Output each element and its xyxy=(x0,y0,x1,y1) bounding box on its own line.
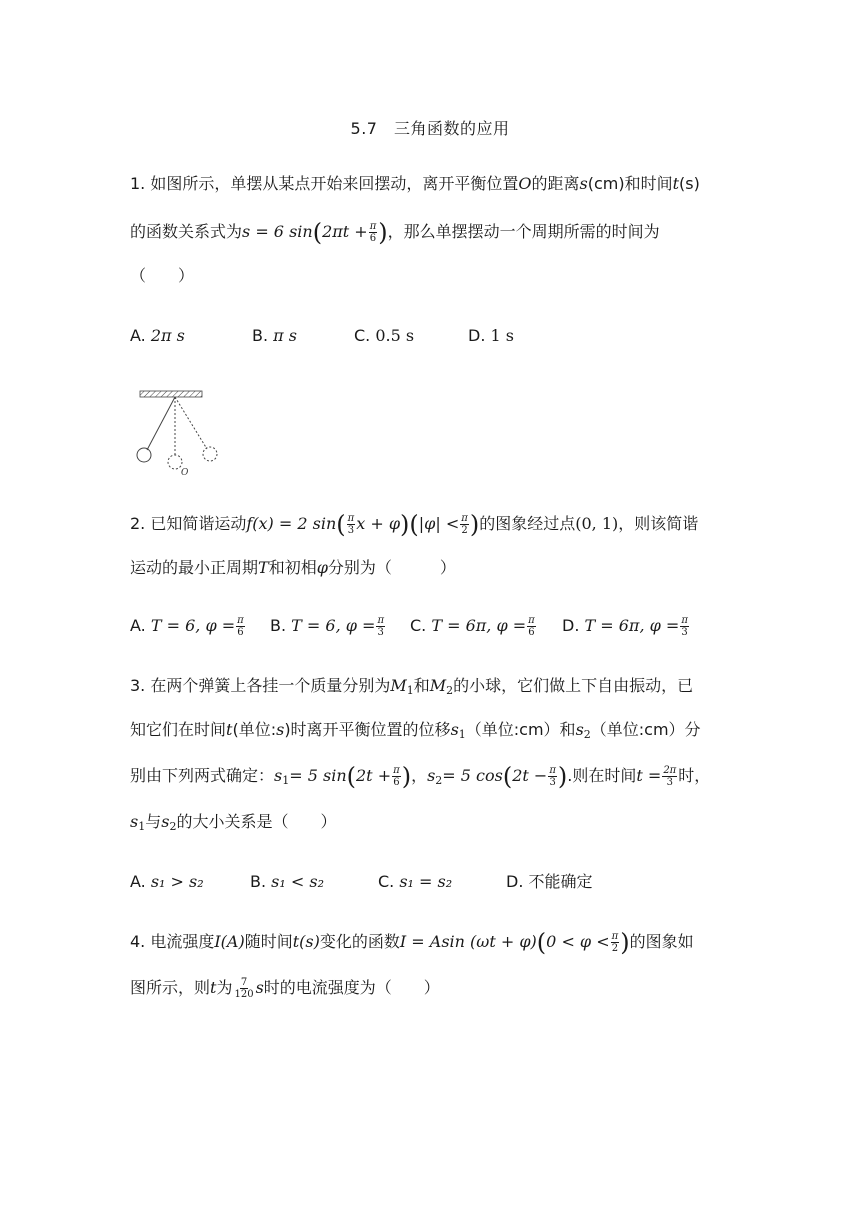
q3-text: 时， xyxy=(678,766,711,785)
q3-var-s2: s xyxy=(161,812,170,831)
q1-var-t: t xyxy=(672,174,680,193)
q2-text: ，则该简谐 xyxy=(618,514,699,533)
ceiling-mount xyxy=(140,391,202,397)
q1-line-1 xyxy=(130,172,730,196)
option-value: s₁ > s₂ xyxy=(150,872,204,891)
q2-formula: f(x) = 2 sin xyxy=(246,514,337,533)
q4-var-s: s xyxy=(255,978,264,997)
q4-text: 随时间 xyxy=(244,932,293,951)
q4-text: 为 xyxy=(216,978,233,997)
q3-text: )时离开平衡位置的位移 xyxy=(284,720,451,739)
q1-formula: s = 6 sin xyxy=(242,222,313,241)
q4-text: 4. 电流强度 xyxy=(130,932,215,951)
q4-var-t: t xyxy=(210,978,217,997)
option-value: s₁ < s₂ xyxy=(271,872,324,891)
option-label: D. xyxy=(468,326,491,345)
q1-line-2 xyxy=(130,218,730,247)
pendulum-string xyxy=(147,397,175,450)
q3-var-s1: s xyxy=(274,766,283,785)
q1-var-o: O xyxy=(518,174,532,193)
q4-var-t: t(s) xyxy=(292,932,320,951)
denominator: 3 xyxy=(666,777,673,788)
q2-option-c[interactable] xyxy=(410,614,537,638)
paren-open: ( xyxy=(409,510,419,539)
q2-option-d[interactable] xyxy=(562,614,690,638)
q1-formula-inner: 2πt + xyxy=(322,222,368,241)
q4-line-2 xyxy=(130,976,730,1000)
paren-open: ( xyxy=(346,762,356,791)
numerator: π xyxy=(377,615,385,626)
option-label: B. xyxy=(250,872,272,891)
q1-option-b[interactable] xyxy=(252,324,297,348)
q1-line-3: （ ） xyxy=(130,266,195,285)
q2-option-b[interactable] xyxy=(270,614,386,638)
option-value: T = 6π, φ = xyxy=(584,616,680,635)
option-value: 0.5 s xyxy=(375,326,415,345)
q3-var-t: t = xyxy=(636,766,662,785)
q2-formula-inner: x + φ xyxy=(356,514,401,533)
q3-line-4 xyxy=(130,810,730,839)
q3-text: （单位:cm）分 xyxy=(590,720,701,739)
q4-line-1 xyxy=(130,928,730,957)
option-value: T = 6, φ = xyxy=(150,616,236,635)
q3-var-m2: M xyxy=(429,676,447,695)
option-label: C. xyxy=(378,872,400,891)
denominator: 6 xyxy=(369,233,377,244)
denominator: 2 xyxy=(461,525,468,536)
q3-fraction xyxy=(548,765,557,788)
paren-close: ) xyxy=(557,762,568,791)
q3-line-1 xyxy=(130,674,730,703)
option-label: C. xyxy=(354,326,376,345)
q3-time-fraction xyxy=(662,765,677,788)
paren-close: ) xyxy=(401,762,412,791)
page-title: 5.7 三角函数的应用 xyxy=(350,119,510,138)
q2-var-phi: φ xyxy=(316,558,328,577)
option-value: 1 s xyxy=(490,326,514,345)
option-label: D. xyxy=(506,872,529,891)
numerator: π xyxy=(528,615,535,626)
numerator: π xyxy=(369,221,377,232)
option-value: T = 6π, φ = xyxy=(431,616,527,635)
denominator: 2 xyxy=(611,943,619,954)
paren-open: ( xyxy=(502,762,513,791)
numerator: π xyxy=(237,615,244,626)
q2-option-a[interactable] xyxy=(130,614,246,638)
numerator: π xyxy=(393,765,400,776)
q4-var-i: I(A) xyxy=(214,932,245,951)
paren-close: ) xyxy=(378,218,388,247)
q2-fraction xyxy=(460,513,469,536)
q3-text: ， xyxy=(411,766,428,785)
q2-text: 和初相 xyxy=(268,558,317,577)
option-fraction xyxy=(680,615,689,638)
paren-open: ( xyxy=(312,218,323,247)
numerator: π xyxy=(347,513,355,524)
denominator: 6 xyxy=(237,627,244,638)
paren-close: ) xyxy=(620,928,630,957)
q1-option-a[interactable] xyxy=(130,324,185,348)
q3-var-s1: s xyxy=(450,720,459,739)
swing-bob xyxy=(203,447,217,461)
denominator: 3 xyxy=(549,777,556,788)
denominator: 6 xyxy=(393,777,400,788)
q3-text: (单位: xyxy=(232,720,277,739)
q3-var-s2: s xyxy=(427,766,436,785)
q3-formula: = 5 sin xyxy=(289,766,347,785)
q2-text: 2. 已知简谐运动 xyxy=(130,514,247,533)
q3-option-a[interactable] xyxy=(130,870,204,894)
q3-option-d[interactable] xyxy=(506,870,593,894)
option-value: 2π s xyxy=(150,326,185,345)
q3-text: 与 xyxy=(145,812,162,831)
numerator: π xyxy=(611,931,619,942)
q2-fraction xyxy=(347,513,356,536)
q3-var-t: t xyxy=(226,720,233,739)
q3-line-2 xyxy=(130,718,730,747)
q3-var-s: s xyxy=(276,720,285,739)
option-label: A. xyxy=(130,872,151,891)
option-label: B. xyxy=(270,616,292,635)
swing-string xyxy=(175,397,207,449)
q1-text: (s) xyxy=(679,174,700,193)
option-fraction xyxy=(376,615,385,638)
subscript: 1 xyxy=(406,684,414,697)
subscript: 2 xyxy=(169,820,177,833)
numerator: π xyxy=(461,513,468,524)
q4-condition: 0 < φ < xyxy=(546,932,610,951)
numerator: 7 xyxy=(240,977,248,988)
option-value: T = 6, φ = xyxy=(291,616,376,635)
q1-text: (cm)和时间 xyxy=(587,174,673,193)
paren-close: ) xyxy=(469,510,480,539)
denominator: 3 xyxy=(681,627,688,638)
numerator: 2π xyxy=(663,765,677,776)
q3-text: 的大小关系是（ ） xyxy=(176,812,337,831)
q4-formula: I = Asin (ωt + φ) xyxy=(399,932,537,951)
q3-fraction xyxy=(392,765,401,788)
option-value: π s xyxy=(273,326,297,345)
q4-text: 时的电流强度为（ ） xyxy=(263,978,440,997)
q3-formula-inner: 2t − xyxy=(512,766,548,785)
numerator: π xyxy=(681,615,688,626)
q2-text: 运动的最小正周期 xyxy=(130,558,259,577)
q3-line-3 xyxy=(130,764,730,793)
q3-formula-inner: 2t + xyxy=(356,766,392,785)
q3-text: 和 xyxy=(413,676,430,695)
q3-option-c[interactable] xyxy=(378,870,452,894)
q3-text: .则在时间 xyxy=(567,766,637,785)
q1-text: 的函数关系式为 xyxy=(130,222,243,241)
q1-text: 1. 如图所示，单摆从某点开始来回摆动，离开平衡位置 xyxy=(130,174,519,193)
q1-option-d[interactable] xyxy=(468,324,514,348)
pendulum-bob xyxy=(137,448,151,462)
q3-formula: = 5 cos xyxy=(442,766,503,785)
q3-var-m1: M xyxy=(390,676,407,695)
subscript: 2 xyxy=(583,728,591,741)
denominator: 3 xyxy=(377,627,384,638)
option-label: D. xyxy=(562,616,585,635)
subscript: 1 xyxy=(282,774,290,787)
numerator: π xyxy=(549,765,556,776)
q2-text: 分别为（ ） xyxy=(327,558,456,577)
equilibrium-bob xyxy=(168,455,182,469)
denominator: 120 xyxy=(234,989,254,1000)
q1-text: ，那么单摆摆动一个周期所需的时间为 xyxy=(387,222,660,241)
q2-line-1 xyxy=(130,510,730,539)
q3-text: （单位:cm）和 xyxy=(465,720,576,739)
q4-text: 变化的函数 xyxy=(319,932,400,951)
option-label: C. xyxy=(410,616,432,635)
q4-fraction xyxy=(611,931,620,954)
paren-open: ( xyxy=(336,510,346,539)
q3-option-b[interactable] xyxy=(250,870,324,894)
option-value: 不能确定 xyxy=(528,872,593,891)
q4-text: 的图象如 xyxy=(629,932,694,951)
q1-text: 的距离 xyxy=(531,174,580,193)
paren-close: ) xyxy=(400,510,410,539)
q1-var-s: s xyxy=(579,174,588,193)
denominator: 3 xyxy=(347,525,355,536)
option-value: s₁ = s₂ xyxy=(399,872,453,891)
paren-open: ( xyxy=(536,928,547,957)
q1-fraction xyxy=(369,221,378,244)
q2-condition: |φ| < xyxy=(418,514,460,533)
pendulum-figure xyxy=(130,388,230,478)
q3-text: 知它们在时间 xyxy=(130,720,227,739)
subscript: 2 xyxy=(435,774,443,787)
option-fraction xyxy=(527,615,536,638)
q3-var-s2: s xyxy=(575,720,584,739)
q1-option-c[interactable] xyxy=(354,324,414,348)
q2-var-t: T xyxy=(258,558,269,577)
denominator: 6 xyxy=(528,627,535,638)
q3-text: 3. 在两个弹簧上各挂一个质量分别为 xyxy=(130,676,391,695)
label-o: O xyxy=(181,468,189,478)
option-label: B. xyxy=(252,326,274,345)
q3-text: 别由下列两式确定： xyxy=(130,766,275,785)
subscript: 1 xyxy=(138,820,146,833)
q2-text: 的图象经过点 xyxy=(479,514,576,533)
subscript: 1 xyxy=(458,728,466,741)
q2-line-2 xyxy=(130,556,730,580)
option-label: A. xyxy=(130,326,151,345)
q3-var-s1: s xyxy=(130,812,139,831)
subscript: 2 xyxy=(446,684,454,697)
q4-text: 图所示，则 xyxy=(130,978,211,997)
option-fraction xyxy=(236,615,245,638)
q4-time-fraction xyxy=(233,977,254,1000)
q3-text: 的小球，它们做上下自由振动，已 xyxy=(453,676,694,695)
option-label: A. xyxy=(130,616,151,635)
q2-point: (0, 1) xyxy=(575,514,619,533)
